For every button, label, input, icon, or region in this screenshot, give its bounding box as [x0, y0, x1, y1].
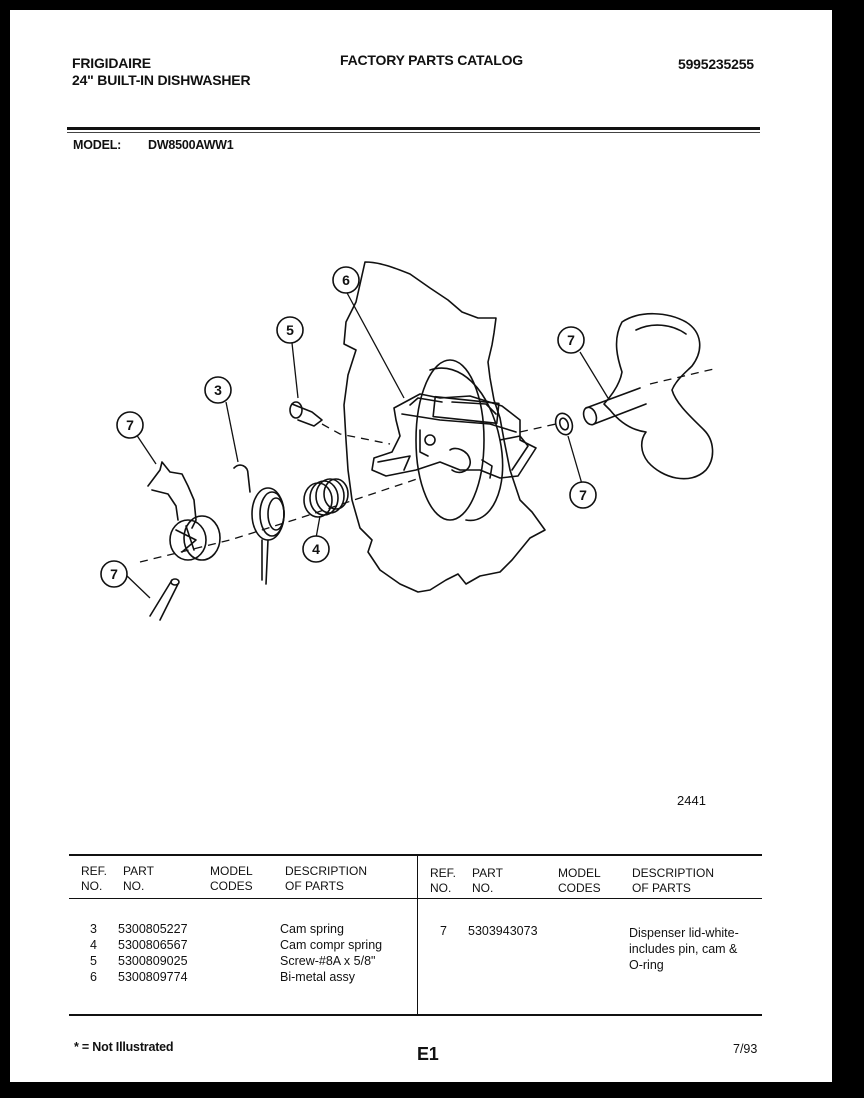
header-desc-right: DESCRIPTION OF PARTS — [632, 866, 715, 895]
row-ref: 4 — [90, 938, 97, 952]
callout-6-label: 6 — [342, 272, 350, 288]
row-desc-line: Dispenser lid-white- — [629, 926, 739, 940]
exploded-parts-diagram — [10, 10, 832, 810]
header-part: PART NO. — [123, 864, 154, 893]
row-ref: 3 — [90, 922, 97, 936]
row-part: 5300806567 — [118, 938, 188, 952]
catalog-number: 5995235255 — [678, 56, 754, 72]
figure-number: 2441 — [677, 793, 706, 808]
table-top-rule — [69, 854, 762, 856]
callout-4-label: 4 — [312, 541, 320, 557]
dispenser-lid — [604, 314, 713, 479]
row-part: 5300809025 — [118, 954, 188, 968]
revision-date: 7/93 — [733, 1042, 758, 1056]
dispenser-pin — [586, 388, 646, 424]
header-ref-right: REF. NO. — [430, 866, 457, 895]
o-ring — [553, 411, 576, 437]
table-header-rule — [69, 898, 762, 899]
callout-7-oring-label: 7 — [579, 487, 587, 503]
callout-7-pin-label: 7 — [110, 566, 118, 582]
row-desc: Cam spring — [280, 922, 344, 936]
table-bottom-rule — [69, 1014, 762, 1016]
row-desc-line: includes pin, cam & — [629, 942, 738, 956]
axis-line-lid — [520, 424, 556, 432]
callout-7-cam-label: 7 — [126, 417, 134, 433]
catalog-title: FACTORY PARTS CATALOG — [340, 52, 523, 68]
row-desc: Screw-#8A x 5/8" — [280, 954, 376, 968]
model-label: MODEL: — [73, 138, 122, 152]
row-ref: 6 — [90, 970, 97, 984]
row-ref: 7 — [440, 924, 447, 938]
bimetal-assembly — [372, 394, 536, 478]
not-illustrated-note: * = Not Illustrated — [74, 1040, 174, 1054]
brand-name: FRIGIDAIRE — [72, 55, 151, 71]
row-desc-line: O-ring — [629, 958, 664, 972]
model-value: DW8500AWW1 — [148, 138, 234, 152]
axis-line-lid-right — [650, 368, 718, 384]
axis-line-main — [140, 478, 420, 562]
cam-spring — [234, 465, 284, 584]
bimetal-plate-outline — [344, 262, 545, 592]
catalog-page — [10, 10, 832, 1082]
row-desc: Bi-metal assy — [280, 970, 356, 984]
callout-5-label: 5 — [286, 322, 294, 338]
product-name: 24" BUILT-IN DISHWASHER — [72, 72, 251, 88]
header-model-right: MODEL CODES — [558, 866, 601, 895]
axis-line-screw — [322, 424, 390, 444]
row-desc: Cam compr spring — [280, 938, 383, 952]
row-ref: 5 — [90, 954, 97, 968]
row-part: 5300805227 — [118, 922, 188, 936]
screw — [292, 404, 322, 426]
page-number: E1 — [417, 1044, 439, 1064]
callout-7-lid-label: 7 — [567, 332, 575, 348]
header-model: MODEL CODES — [210, 864, 253, 893]
header-ref: REF. NO. — [81, 864, 108, 893]
header-part-right: PART NO. — [472, 866, 503, 895]
header-desc: DESCRIPTION OF PARTS — [285, 864, 368, 893]
table-divider — [417, 854, 418, 1016]
row-part: 5303943073 — [468, 924, 538, 938]
callout-3-label: 3 — [214, 382, 222, 398]
row-part: 5300809774 — [118, 970, 188, 984]
cam-compr-spring — [304, 479, 348, 517]
loose-pin — [150, 580, 178, 620]
